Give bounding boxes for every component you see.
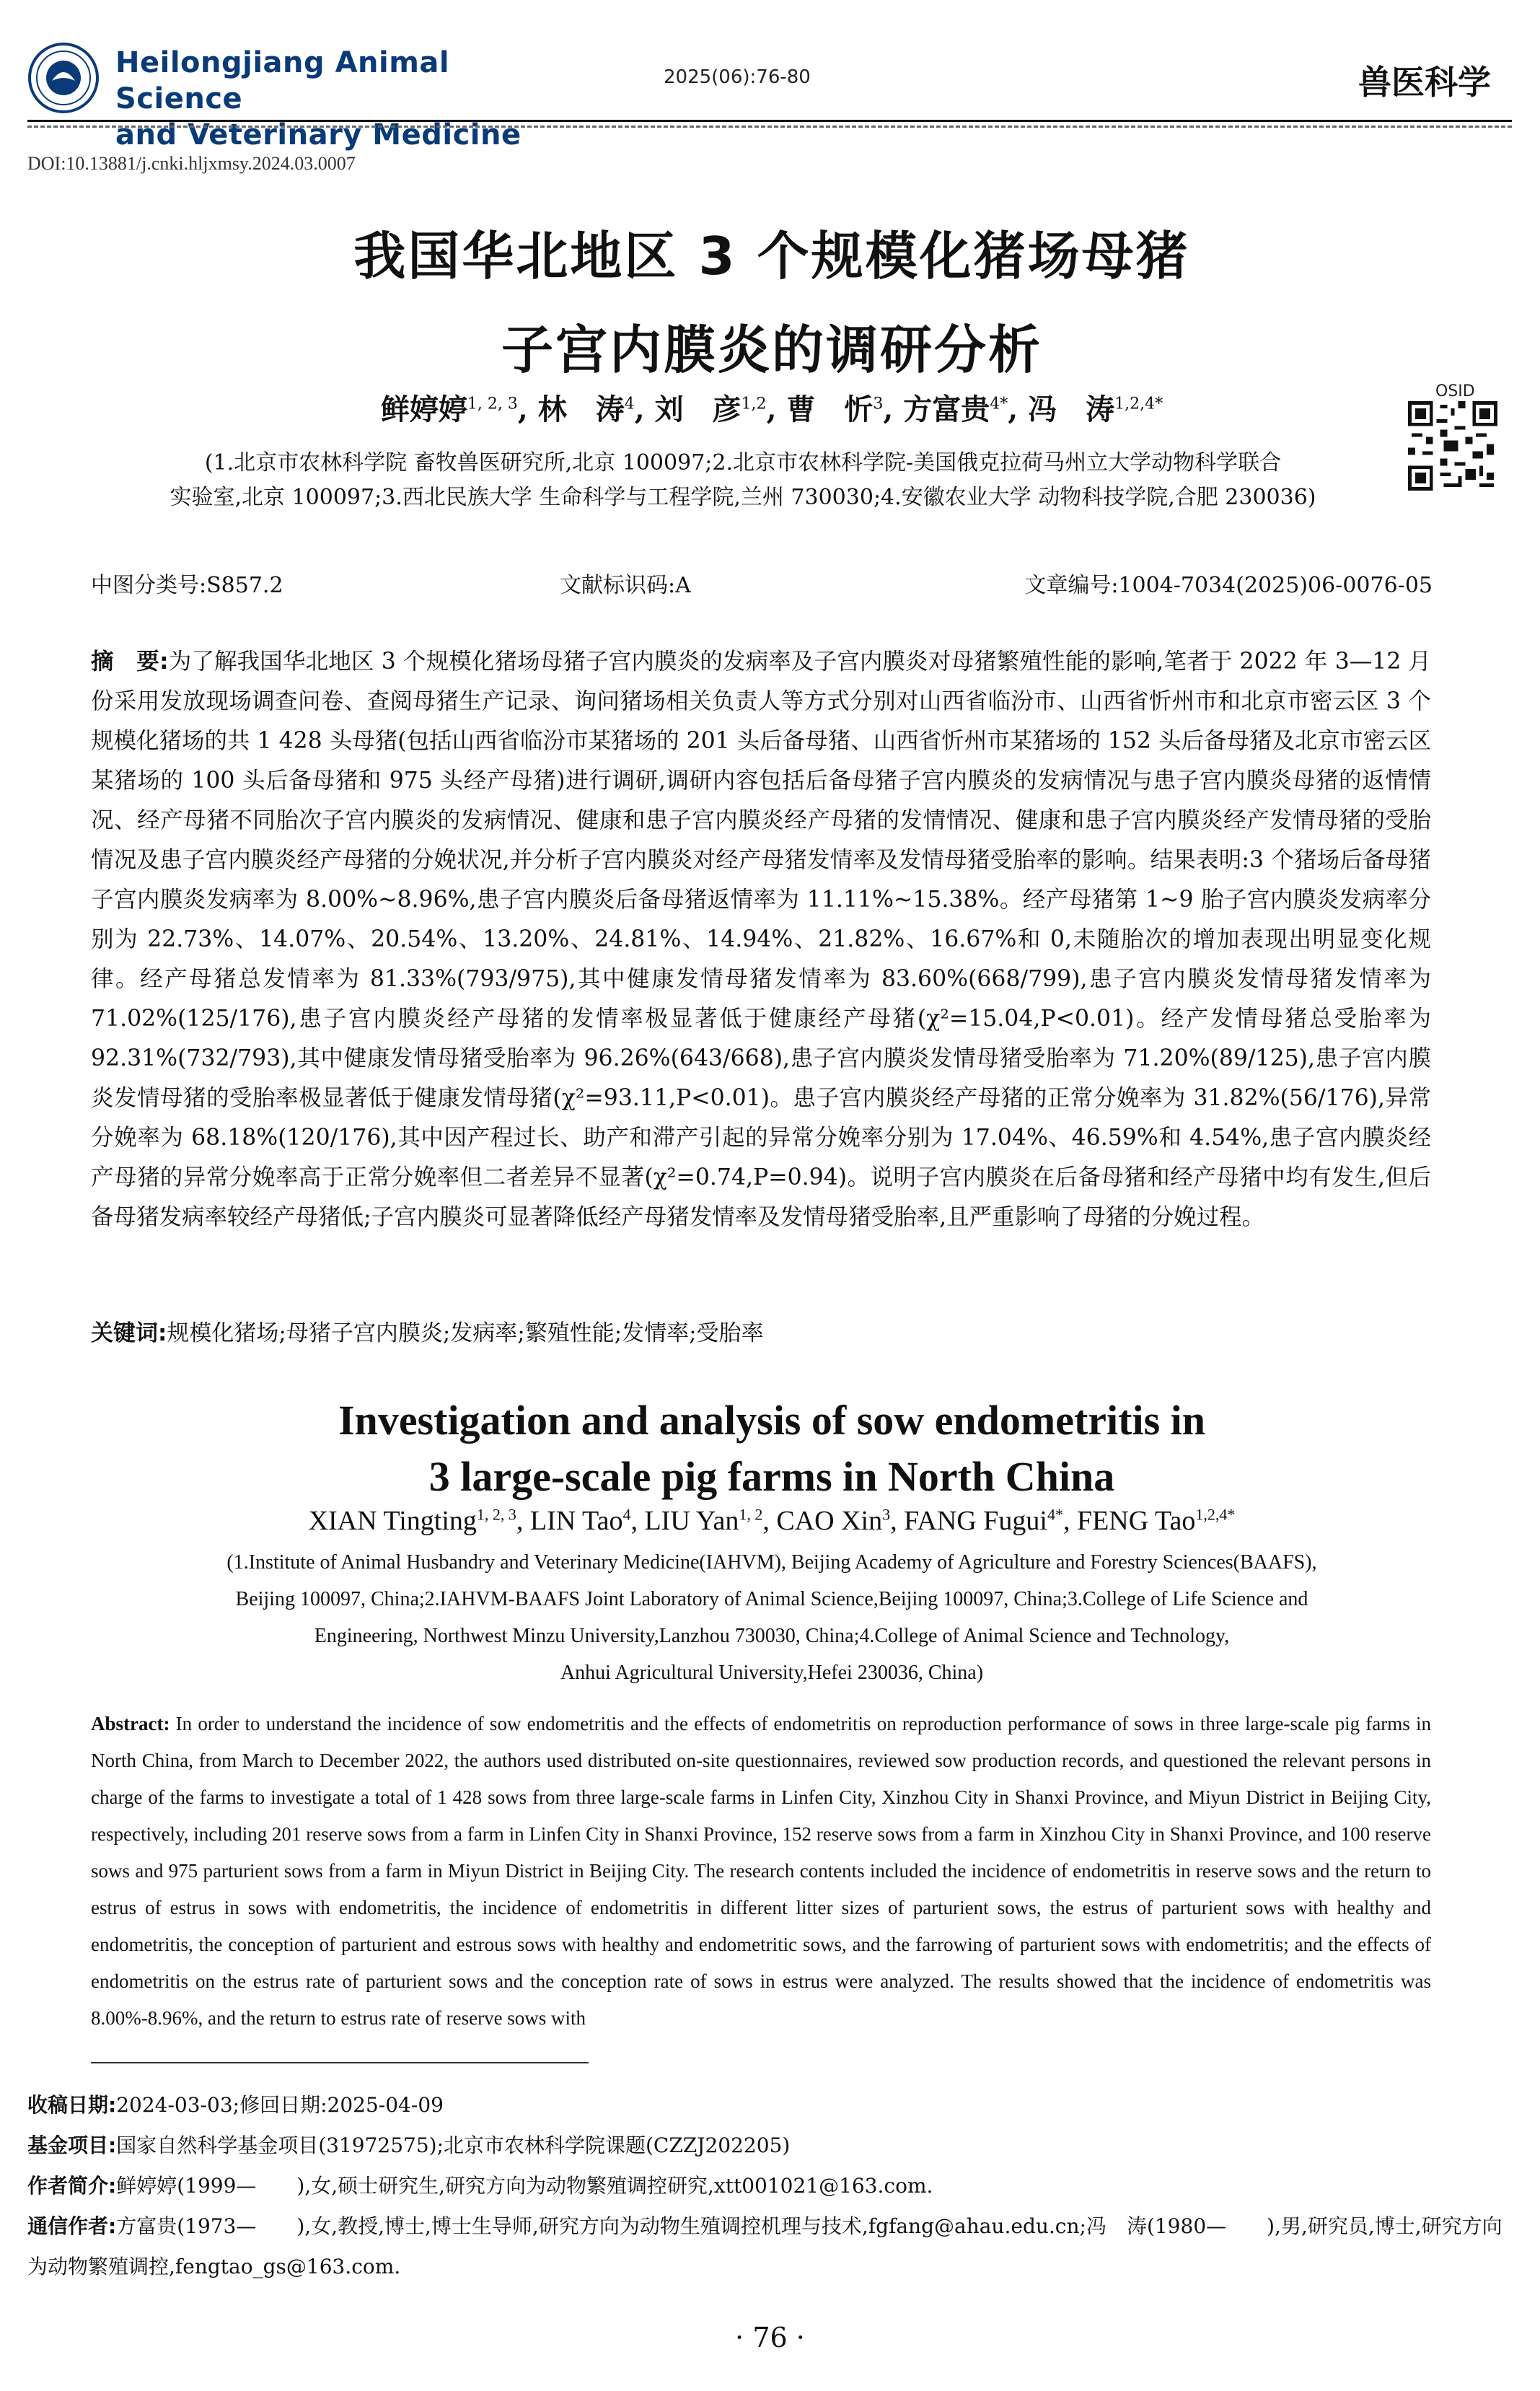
author-zh: 鲜婷婷	[380, 392, 467, 426]
page-number: · 76 ·	[735, 2322, 805, 2353]
abstract-en	[91, 1706, 1431, 2037]
authors-en: XIAN Tingting$^{1, 2, 3}$, LIN Tao$^4$, LIU Yan$^{1, 2}$, CAO Xin$^3$, FANG Fugui$^{4*}$, FENG Tao$^{1,2,4*}$	[308, 1505, 1236, 1536]
title-en-line1: Investigation and analysis of sow endometritis in	[338, 1397, 1206, 1444]
clc-number: 中图分类号:S857.2	[91, 573, 283, 598]
author-sup: 4*	[990, 395, 1008, 413]
abstract-zh-text: 为了解我国华北地区 3 个规模化猪场母猪子宫内膜炎的发病率及子宫内膜炎对母猪繁殖性能的影响,笔者于 2022 年 3—12 月份采用发放现场调查问卷、查阅母猪生产记录、询问猪场相关负责人等方式分别对山西省临汾市、山西省忻州市和北京市密云区 3 个规模化猪场的共 1 428 头母猪(包括山西省临汾市某猪场的 201 头后备母猪、山西省忻州市某猪场的 152 头后备母猪及北京市密云区某猪场的 100 头后备母猪和 975 头经产母猪)进行调研,调研内容包括后备母猪子宫内膜炎的发病情况与患子宫内膜炎母猪的返情情况、经产母猪不同胎次子宫内膜炎的发病情况、健康和患子宫内膜炎经产母猪的发情情况、健康和患子宫内膜炎经产发情母猪的受胎情况及患子宫内膜炎经产母猪的分娩状况,并分析子宫内膜炎对经产母猪发情率及发情母猪受胎率的影响。结果表明:3 个猪场后备母猪子宫内膜炎发病率为 8.00%~8.96%,患子宫内膜炎后备母猪返情率为 11.11%~15.38%。经产母猪第 1~9 胎子宫内膜炎发病率分别为 22.73%、14.07%、20.54%、13.20%、24.81%、14.94%、21.82%、16.67%和 0,未随胎次的增加表现出明显变化规律。经产母猪总发情率为 81.33%(793/975),其中健康发情母猪发情率为 83.60%(668/799),患子宫内膜炎发情母猪发情率为 71.02%(125/176),患子宫内膜炎经产母猪的发情率极显著低于健康经产母猪(χ²=15.04,P<0.01)。经产发情母猪总受胎率为 92.31%(732/793),其中健康发情母猪受胎率为 96.26%(643/668),患子宫内膜炎发情母猪受胎率为 71.20%(89/125),患子宫内膜炎发情母猪的受胎率极显著低于健康发情母猪(χ²=93.11,P<0.01)。患子宫内膜炎经产母猪的正常分娩率为 31.82%(56/176),异常分娩率为 68.18%(120/176),其中因产程过长、助产和滞产引起的异常分娩率分别为 17.04%、46.59%和 4.54%,患子宫内膜炎经产母猪的异常分娩率高于正常分娩率但二者差异不显著(χ²=0.74,P=0.94)。说明子宫内膜炎在后备母猪和经产母猪中均有发生,但后备母猪发病率较经产母猪低;子宫内膜炎可显著降低经产母猪发情率及发情母猪受胎率,且严重影响了母猪的分娩过程。	[91, 649, 1431, 1230]
author-sup: 4*	[1047, 1505, 1063, 1524]
title-zh-line2: 子宫内膜炎的调研分析	[501, 320, 1042, 380]
footnotes	[27, 2085, 1512, 2287]
affiliation-en-line3: Engineering, Northwest Minzu University,Lanzhou 730030, China;4.College of Animal Science and Technology,	[314, 1625, 1230, 1647]
received-text: 2024-03-03;修回日期:2025-04-09	[116, 2093, 444, 2117]
author-zh: 刘 彦	[654, 392, 742, 426]
affiliation-en-line4: Anhui Agricultural University,Hefei 230036, China)	[560, 1662, 984, 1684]
author-sup: 4	[624, 395, 635, 413]
affiliations-zh	[87, 446, 1399, 515]
received-label: 收稿日期:	[27, 2093, 117, 2117]
title-en-line2: 3 large-scale pig farms in North China	[428, 1453, 1115, 1500]
footnote-author	[27, 2166, 1512, 2206]
author-en: LIN Tao	[529, 1506, 623, 1536]
authors-zh: 鲜婷婷$^{1, 2, 3}$, 林 涛$^4$, 刘 彦$^{1,2}$, 曹 忻$^3$, 方富贵$^{4*}$, 冯 涛$^{1,2,4*}$	[380, 392, 1163, 426]
affiliations-en	[108, 1544, 1435, 1691]
journal-name	[115, 45, 563, 153]
author-sup: 3	[873, 395, 884, 413]
abstract-zh	[91, 642, 1431, 1237]
fund-text: 国家自然科学基金项目(31972575);北京市农林科学院课题(CZZJ202205)	[116, 2133, 791, 2157]
section-label: 兽医科学	[1358, 63, 1491, 102]
author-zh: 方富贵	[903, 392, 990, 426]
journal-name-line2: and Veterinary Medicine	[115, 118, 522, 152]
fund-label: 基金项目:	[27, 2133, 117, 2157]
author-sup: 1, 2, 3	[476, 1505, 516, 1524]
abstract-zh-label: 摘 要:	[91, 649, 169, 675]
author-en: XIAN Tingting	[308, 1506, 477, 1536]
author-sup: 1,2	[741, 395, 767, 413]
abstract-en-label: Abstract:	[91, 1713, 170, 1734]
footnote-corresponding	[27, 2206, 1512, 2287]
corresponding-text: 方富贵(1973— ),女,教授,博士,博士生导师,研究方向为动物生殖调控机理与技术,fgfang@ahau.edu.cn;冯 涛(1980— ),男,研究员,博士,研究方向为动物繁殖调控,fengtao_gs@163.com.	[27, 2214, 1502, 2278]
author-sup: 1, 2	[739, 1505, 763, 1524]
author-sup: 4	[622, 1505, 631, 1524]
author-en: FANG Fugui	[904, 1506, 1047, 1536]
keywords-zh	[91, 1315, 1431, 1347]
author-sup: 1,2,4*	[1114, 395, 1163, 413]
affiliation-en-line1: (1.Institute of Animal Husbandry and Veterinary Medicine(IAHVM), Beijing Academy of Agriculture and Forestry Sciences(BAAFS),	[226, 1551, 1317, 1574]
author-sup: 3	[882, 1505, 891, 1524]
author-en: FENG Tao	[1076, 1506, 1196, 1536]
author-zh: 林 涛	[537, 392, 625, 426]
author-zh: 曹 忻	[786, 392, 874, 426]
author-bio-text: 鲜婷婷(1999— ),女,硕士研究生,研究方向为动物繁殖调控研究,xtt001021@163.com.	[116, 2174, 933, 2198]
document-code: 文献标识码:A	[560, 573, 691, 598]
author-sup: 1, 2, 3	[467, 395, 518, 413]
author-en: LIU Yan	[644, 1506, 739, 1536]
keywords-zh-text: 规模化猪场;母猪子宫内膜炎;发病率;繁殖性能;发情率;受胎率	[167, 1320, 764, 1346]
keywords-zh-label: 关键词:	[91, 1320, 167, 1346]
osid-qr-code[interactable]	[1408, 401, 1497, 491]
osid-label: OSID	[1435, 382, 1475, 400]
issue-info: 2025(06):76-80	[664, 66, 811, 88]
doi: DOI:10.13881/j.cnki.hljxmsy.2024.03.0007	[27, 153, 356, 174]
journal-logo	[27, 42, 100, 114]
title-zh-line1: 我国华北地区 3 个规模化猪场母猪	[353, 226, 1190, 286]
footnote-fund	[27, 2125, 1512, 2166]
author-en: CAO Xin	[776, 1506, 883, 1536]
affiliation-zh-line1: (1.北京市农林科学院 畜牧兽医研究所,北京 100097;2.北京市农林科学院-美国俄克拉荷马州立大学动物科学联合	[204, 450, 1282, 475]
header-rule	[27, 120, 1512, 122]
footnote-rule	[91, 2062, 589, 2063]
affiliation-zh-line2: 实验室,北京 100097;3.西北民族大学 生命科学与工程学院,兰州 730030;4.安徽农业大学 动物科技学院,合肥 230036)	[170, 485, 1316, 510]
article-number: 文章编号:1004-7034(2025)06-0076-05	[1024, 573, 1433, 598]
corresponding-label: 通信作者:	[27, 2214, 117, 2238]
journal-name-line1: Heilongjiang Animal Science	[115, 46, 450, 115]
article-title-zh	[130, 209, 1414, 397]
article-title-en	[144, 1392, 1399, 1505]
author-bio-label: 作者简介:	[27, 2174, 117, 2198]
header-dashed-rule	[27, 126, 1512, 128]
author-sup: 1,2,4*	[1195, 1505, 1236, 1524]
footnote-received	[27, 2085, 1512, 2125]
author-zh: 冯 涛	[1028, 392, 1115, 426]
affiliation-en-line2: Beijing 100097, China;2.IAHVM-BAAFS Joint Laboratory of Animal Science,Beijing 100097, China;3.College of Life Science and	[235, 1588, 1308, 1610]
abstract-en-text: In order to understand the incidence of sow endometritis and the effects of endometritis on reproduction performance of sows in three large-scale pig farms in North China, from March to December 2022, the authors used distributed on-site questionnaires, reviewed sow production records, and questioned the relevant persons in charge of the farms to investigate a total of 1 428 sows from three large-scale farms in Linfen City, Xinzhou City in Shanxi Province, and Miyun District in Beijing City, respectively, including 201 reserve sows from a farm in Linfen City in Shanxi Province, 152 reserve sows from a farm in Xinzhou City in Shanxi Province, and 100 reserve sows and 975 parturient sows from a farm in Miyun District in Beijing City. The research contents included the incidence of endometritis in reserve sows and the return to estrus of estrus in sows with endometritis, the incidence of endometritis in different litter sizes of parturient sows, the estrus of parturient sows with healthy and endometritis, the conception of parturient and estrous sows with healthy and endometritic sows, and the farrowing of parturient sows with endometritis; and the effects of endometritis on the estrus rate of parturient sows and the conception rate of sows in estrus were analyzed. The results showed that the incidence of endometritis was 8.00%-8.96%, and the return to estrus rate of reserve sows with	[91, 1713, 1431, 2029]
